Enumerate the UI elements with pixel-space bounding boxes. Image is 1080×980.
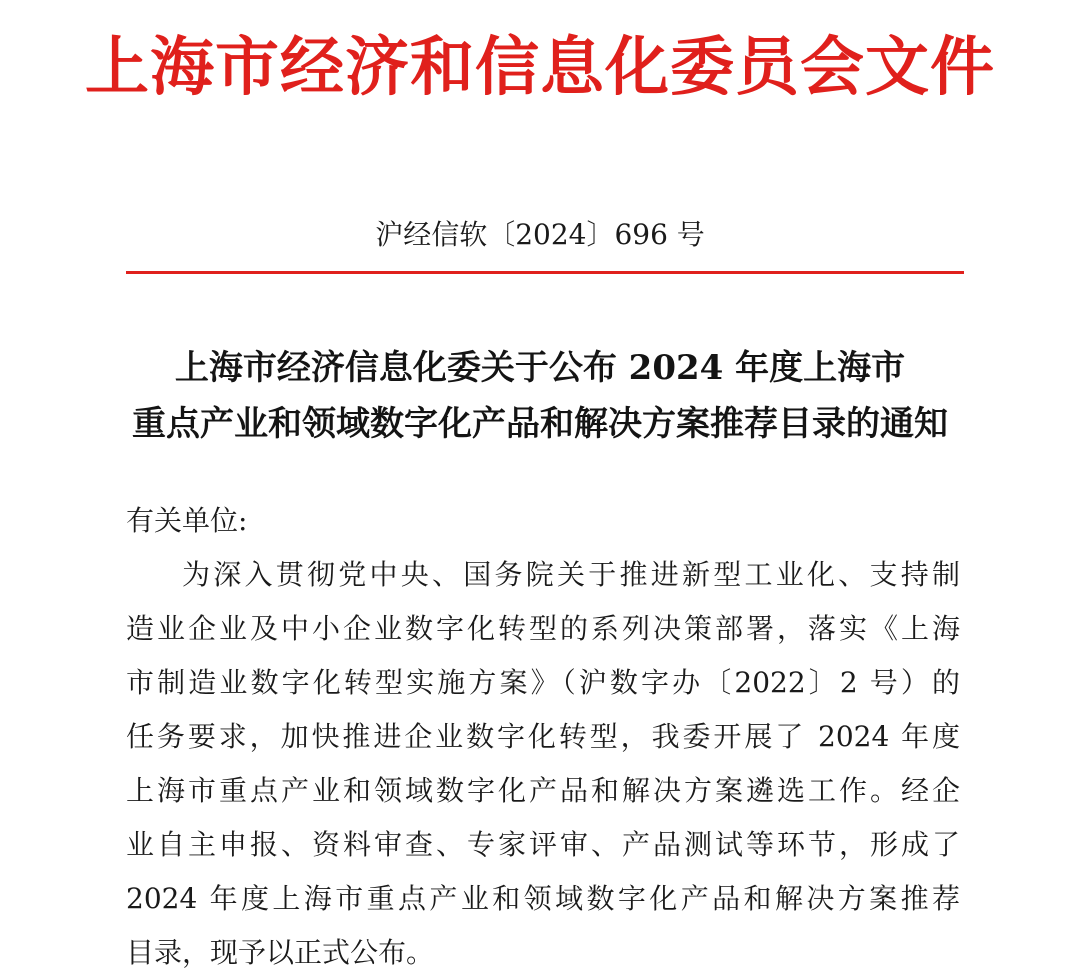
- body-line: 2024 年度上海市重点产业和领域数字化产品和解决方案推荐: [126, 882, 960, 915]
- header-divider-line: [126, 271, 964, 274]
- document-number: 沪经信软〔2024〕696 号: [375, 218, 705, 251]
- notice-title: [0, 340, 1080, 452]
- title-line-2: 重点产业和领域数字化产品和解决方案推荐目录的通知: [132, 404, 948, 444]
- body-line: 市制造业数字化转型实施方案》（沪数字办〔2022〕2 号）的: [126, 666, 960, 699]
- body-line: 目录，现予以正式公布。: [126, 936, 435, 969]
- salutation: 有关单位:: [126, 504, 248, 537]
- body-line: 为深入贯彻党中央、国务院关于推进新型工业化、支持制: [182, 558, 960, 591]
- body-line: 上海市重点产业和领域数字化产品和解决方案遴选工作。经企: [126, 774, 960, 807]
- body-line: 任务要求，加快推进企业数字化转型，我委开展了 2024 年度: [126, 720, 960, 753]
- issuer-header: 上海市经济和信息化委员会文件: [85, 30, 995, 105]
- body-paragraph: [126, 548, 960, 980]
- body-line: 造业企业及中小企业数字化转型的系列决策部署，落实《上海: [126, 612, 960, 645]
- title-line-1: 上海市经济信息化委关于公布 2024 年度上海市: [174, 348, 906, 388]
- body-line: 业自主申报、资料审查、专家评审、产品测试等环节，形成了: [126, 828, 960, 861]
